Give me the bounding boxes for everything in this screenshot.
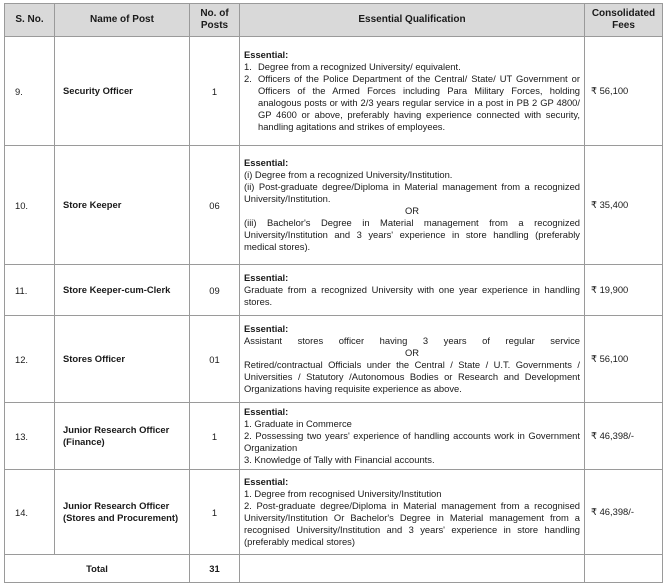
row-qualification: [240, 146, 585, 265]
row-posts-count: 01: [190, 316, 240, 403]
row-fees: ₹ 56,100: [585, 316, 663, 403]
recruitment-table: [4, 3, 663, 583]
row-fees: ₹ 35,400: [585, 146, 663, 265]
qualification-or: OR: [404, 205, 420, 216]
qualification-heading: Essential:: [244, 157, 289, 168]
qualification-heading: Essential:: [244, 49, 289, 60]
qualification-line: 2. Possessing two years' experience of handling accounts work in Government Organization: [244, 430, 580, 453]
row-sno: 13.: [5, 403, 55, 470]
qualification-line: 1. Degree from recognised University/Institution: [244, 488, 442, 499]
row-post-name: Stores Officer: [55, 316, 190, 403]
header-consolidated-fees: Consolidated Fees: [585, 4, 663, 37]
item-text: Officers of the Police Department of the Central/ State/ UT Government or Officers of the Armed Forces including Para Military Forces, holding analogous posts or with 2/3 years regular service in a post in PB 2 GP 4800/ GP 4600 or above, preferably having experience connected with security, handling agitations and strikes of employees.: [258, 73, 580, 132]
row-posts-count: 1: [190, 470, 240, 555]
row-fees: ₹ 19,900: [585, 265, 663, 316]
table-row: [5, 470, 663, 555]
qualification-heading: Essential:: [244, 272, 289, 283]
row-sno: 9.: [5, 37, 55, 146]
row-post-name: Junior Research Officer (Finance): [55, 403, 190, 470]
table-header-row: [5, 4, 663, 37]
table-row: [5, 146, 663, 265]
row-fees: ₹ 46,398/-: [585, 470, 663, 555]
qualification-line: 2. Post-graduate degree/Diploma in Material management from a recognised University/Institution Or Bachelor's Degree in Material management from a recognised University/Institution and 3 years' experience in store handling (preferably medical stores): [244, 500, 580, 547]
table-row: [5, 37, 663, 146]
qualification-line: 1. Graduate in Commerce: [244, 418, 352, 429]
qualification-line: (iii) Bachelor's Degree in Material management from a recognized University/Institution and 3 years' experience in store handling (preferably medical stores).: [244, 217, 580, 252]
qualification-line: 3. Knowledge of Tally with Financial accounts.: [244, 454, 435, 465]
row-posts-count: 09: [190, 265, 240, 316]
total-value: 31: [190, 555, 240, 583]
qualification-heading: Essential:: [244, 323, 289, 334]
row-post-name: Store Keeper: [55, 146, 190, 265]
row-post-name: Store Keeper-cum-Clerk: [55, 265, 190, 316]
row-qualification: [240, 316, 585, 403]
qualification-heading: Essential:: [244, 406, 289, 417]
qualification-line: Retired/contractual Officials under the Central / State / U.T. Governments / Universities / Statutory /Autonomous Bodies or Research and Development Organizations having requisite experience as above.: [244, 359, 580, 394]
header-no-of-posts: No. of Posts: [190, 4, 240, 37]
qualification-line: Graduate from a recognized University with one year experience in handling stores.: [244, 284, 580, 307]
table-row: [5, 403, 663, 470]
table-row: [5, 265, 663, 316]
item-number: 2.: [244, 73, 252, 84]
header-sno: S. No.: [5, 4, 55, 37]
item-number: 1.: [244, 61, 252, 72]
qualification-heading: Essential:: [244, 476, 289, 487]
row-fees: ₹ 56,100: [585, 37, 663, 146]
row-qualification: [240, 37, 585, 146]
row-posts-count: 06: [190, 146, 240, 265]
row-posts-count: 1: [190, 403, 240, 470]
qualification-item: [244, 61, 580, 73]
qualification-line: Assistant stores officer having 3 years of regular service: [244, 335, 580, 346]
header-name-of-post: Name of Post: [55, 4, 190, 37]
row-qualification: [240, 403, 585, 470]
row-post-name: Security Officer: [55, 37, 190, 146]
row-fees: ₹ 46,398/-: [585, 403, 663, 470]
header-essential-qualification: Essential Qualification: [240, 4, 585, 37]
row-sno: 12.: [5, 316, 55, 403]
qualification-line: (i) Degree from a recognized University/Institution.: [244, 169, 453, 180]
qualification-item: [244, 73, 580, 133]
qualification-or: OR: [404, 347, 420, 358]
row-posts-count: 1: [190, 37, 240, 146]
row-sno: 11.: [5, 265, 55, 316]
recruitment-table-container: [4, 3, 662, 583]
row-qualification: [240, 265, 585, 316]
item-text: Degree from a recognized University/ equivalent.: [258, 61, 461, 72]
total-label: Total: [5, 555, 190, 583]
table-row: [5, 316, 663, 403]
row-qualification: [240, 470, 585, 555]
qualification-line: (ii) Post-graduate degree/Diploma in Material management from a recognized University/Institution.: [244, 181, 580, 204]
row-sno: 14.: [5, 470, 55, 555]
row-sno: 10.: [5, 146, 55, 265]
row-post-name: Junior Research Officer (Stores and Procurement): [55, 470, 190, 555]
